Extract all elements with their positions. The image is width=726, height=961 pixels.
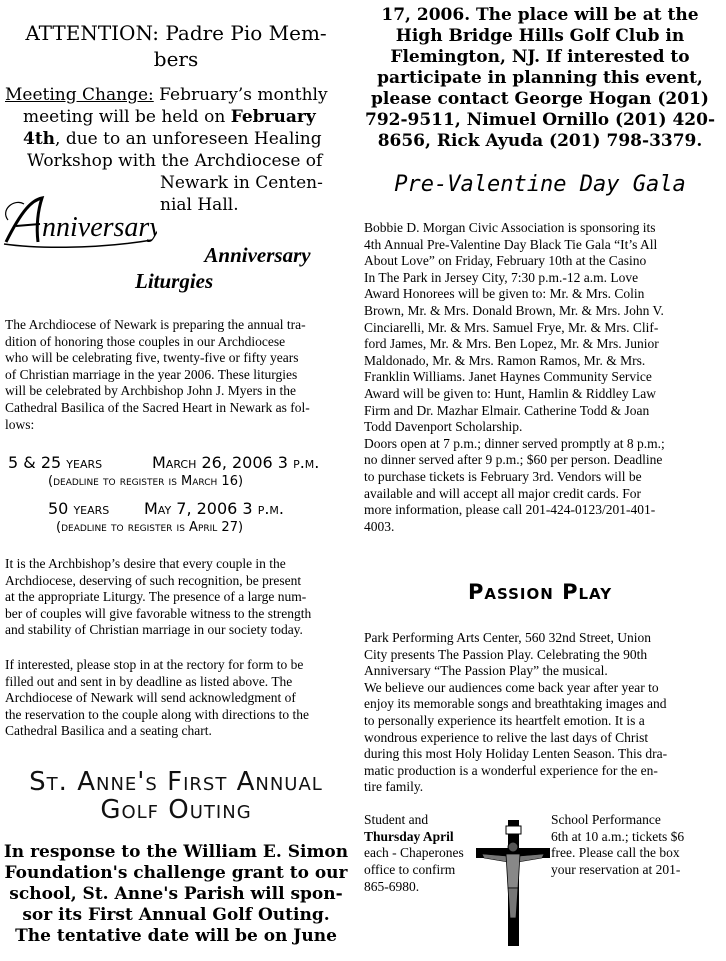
text-line: enjoy its memorable songs and breathtaking images and <box>364 696 667 712</box>
text-line: will be celebrated by Archbishop John J. Myers in the <box>5 383 296 399</box>
meeting-line6: nial Hall. <box>160 195 239 215</box>
text-line: In The Park in Jersey City, 7:30 p.m.-12 a.m. Love <box>364 269 639 285</box>
meeting-line5: Newark in Centen- <box>160 173 323 193</box>
text-line: It is the Archbishop’s desire that every couple in the <box>5 556 286 571</box>
text-line: of Christian marriage in the year 2006. These liturgies <box>5 366 298 382</box>
schedule-1-date: March 26, 2006 3 p.m. <box>152 453 320 472</box>
text-line: during this most Holy Holiday Lenten Season. This dra- <box>364 746 668 762</box>
passion-split-right <box>551 812 722 878</box>
text-line: sor its First Annual Golf Outing. <box>22 905 330 925</box>
passion-play-heading: Passion Play <box>467 580 613 604</box>
text-line: ford James, Mr. & Mrs. Ben Lopez, Mr. & Mrs. Junior <box>364 336 659 352</box>
text-line: and stability of Christian marriage in our society today. <box>5 622 303 638</box>
text-line: participate in planning this event, <box>377 68 703 88</box>
text-line: Cathedral Basilica and a seating chart. <box>5 723 212 739</box>
text-line: available and will accept all major credit cards. For <box>364 485 642 501</box>
meeting-change-label: Meeting Change: <box>5 85 154 105</box>
text-line: ber of couples will give favorable witness to the strength <box>5 605 312 621</box>
text-line: Maldonado, Mr. & Mrs. Ramon Ramos, Mr. & Mrs. <box>364 352 646 368</box>
text-line: Foundation's challenge grant to our <box>4 863 348 883</box>
text-line: Thursday April <box>364 828 454 844</box>
text-line: 4th Annual Pre-Valentine Day Black Tie Gala “It’s All <box>364 236 658 252</box>
golf-outing-heading <box>0 768 352 824</box>
passion-play-body <box>364 630 722 796</box>
text-line: Todd Davenport Scholarship. <box>364 419 523 435</box>
text-line: We believe our audiences come back year after year to <box>364 679 659 695</box>
text-line: Cathedral Basilica of the Sacred Heart in Newark as fol- <box>5 399 310 415</box>
text-line: to purchase tickets is February 3rd. Vendors will be <box>364 468 642 484</box>
text-line: each - Chaperones <box>364 845 464 861</box>
anniv-heading-line2: Liturgies <box>135 269 214 293</box>
text-line: Cinciarelli, Mr. & Mrs. Samuel Frye, Mr. & Mrs. Clif- <box>364 319 659 335</box>
text-line: school, St. Anne's Parish will spon- <box>9 884 343 904</box>
svg-text:nniversary: nniversary <box>42 212 157 243</box>
text-line: 8656, Rick Ayuda (201) 798-3379. <box>377 131 703 151</box>
text-line: to personally experience its heartfelt emotion. It is a <box>364 712 645 728</box>
text-line: Doors open at 7 p.m.; dinner served promptly at 8 p.m.; <box>364 435 665 451</box>
anniversary-liturgies-heading <box>135 242 350 294</box>
text-line: Park Performing Arts Center, 560 32nd Street, Union <box>364 630 652 645</box>
gala-heading: Pre-Valentine Day Gala <box>394 172 686 197</box>
text-line: at the appropriate Liturgy. The presence of a large num- <box>5 589 307 605</box>
text-line: Firm and Dr. Mazhar Elmair. Catherine Todd & Joan <box>364 402 650 418</box>
text-line: Award will be given to: Hunt, Hamlin & Riddley Law <box>364 385 656 401</box>
text-line: In response to the William E. Simon <box>3 842 349 862</box>
schedule-2-date: May 7, 2006 3 p.m. <box>144 499 284 518</box>
text-line: The tentative date will be on June <box>15 926 337 946</box>
text-line: 6th at 10 a.m.; tickets $6 <box>551 828 685 844</box>
text-line: no dinner served after 9 p.m.; $60 per person. Deadline <box>364 452 663 468</box>
meeting-date-bold: February <box>230 107 316 127</box>
text-line: Brown, Mr. & Mrs. Donald Brown, Mr. & Mrs. John V. <box>364 302 664 318</box>
anniversary-paragraph-2 <box>5 556 350 639</box>
text-line: the reservation to the couple along with directions to the <box>5 706 310 722</box>
passion-phone-last: 865-6980. <box>364 879 420 894</box>
text-line: Anniversary “The Passion Play” the musical. <box>364 663 608 679</box>
meeting-day-bold: 4th <box>23 129 56 149</box>
text-line: more information, please call 201-424-0123/201-401- <box>364 502 656 518</box>
text-line: filled out and sent in by deadline as listed above. The <box>5 673 293 689</box>
text-line: who will be celebrating five, twenty-five or fifty years <box>5 350 299 366</box>
anniversary-paragraph-3 <box>5 657 350 740</box>
text-line: Bobbie D. Morgan Civic Association is sponsoring its <box>364 220 656 235</box>
text-line: Flemington, NJ. If interested to <box>390 47 690 67</box>
text-line: School Performance <box>551 812 661 827</box>
text-line: City presents The Passion Play. Celebrating the 90th <box>364 646 648 662</box>
anniversary-paragraph-1 <box>5 317 350 433</box>
text-line: 4003. <box>364 518 395 534</box>
text-line: Archdiocese, deserving of such recognition, be present <box>5 572 302 588</box>
schedule-2-years: 50 years <box>48 499 110 518</box>
meeting-line3: , due to an unforeseen Healing <box>55 129 322 149</box>
text-line: Award Honorees will be given to: Mr. & Mrs. Colin <box>364 286 645 302</box>
anniversary-logo <box>2 190 157 252</box>
text-line: 792-9511, Nimuel Ornillo (201) 420- <box>364 110 716 130</box>
text-line: Archdiocese of Newark will send acknowledgment of <box>5 690 296 706</box>
gala-body <box>364 220 722 535</box>
golf-heading-line2: Golf Outing <box>100 795 252 825</box>
schedule-row-2 <box>48 499 353 518</box>
schedule-1-deadline: (deadline to register is March 16) <box>48 474 244 489</box>
text-line: If interested, please stop in at the rectory for form to be <box>5 657 304 672</box>
meeting-line4: Workshop with the Archdiocese of <box>27 151 323 171</box>
text-line: please contact George Hogan (201) <box>371 89 709 109</box>
text-line: free. Please call the box <box>551 845 680 861</box>
golf-outing-continued <box>358 5 722 152</box>
text-line: wondrous experience to relive the last days of Christ <box>364 729 649 745</box>
schedule-2-deadline: (deadline to register is April 27) <box>56 520 244 535</box>
golf-heading-line1: St. Anne's First Annual <box>29 767 323 797</box>
text-line: High Bridge Hills Golf Club in <box>395 26 685 46</box>
text-line: tire family. <box>364 779 424 795</box>
anniv-heading-line1: Anniversary <box>204 243 311 267</box>
text-line: Student and <box>364 812 429 827</box>
text-line: The Archdiocese of Newark is preparing the annual tra- <box>5 317 306 332</box>
text-line: office to confirm <box>364 861 456 877</box>
attention-title-line1: ATTENTION: Padre Pio Mem- <box>25 21 327 45</box>
meeting-line1: February’s monthly <box>153 85 328 105</box>
text-line: 17, 2006. The place will be at the <box>381 5 699 25</box>
text-line: dition of honoring those couples in our Archdiocese <box>5 333 286 349</box>
attention-heading <box>0 20 352 72</box>
schedule-row-1 <box>8 453 353 472</box>
meeting-line2: meeting will be held on <box>23 107 231 127</box>
text-line: your reservation at 201- <box>551 861 681 877</box>
attention-title-line2: bers <box>153 47 199 71</box>
text-line: About Love” on Friday, February 10th at the Casino <box>364 253 647 269</box>
schedule-1-years: 5 & 25 years <box>8 453 103 472</box>
text-line: lows: <box>5 416 35 432</box>
text-line: Franklin Williams. Janet Haynes Community Service <box>364 369 652 385</box>
golf-outing-body <box>0 842 352 947</box>
text-line: matic production is a wonderful experience for the en- <box>364 762 658 778</box>
